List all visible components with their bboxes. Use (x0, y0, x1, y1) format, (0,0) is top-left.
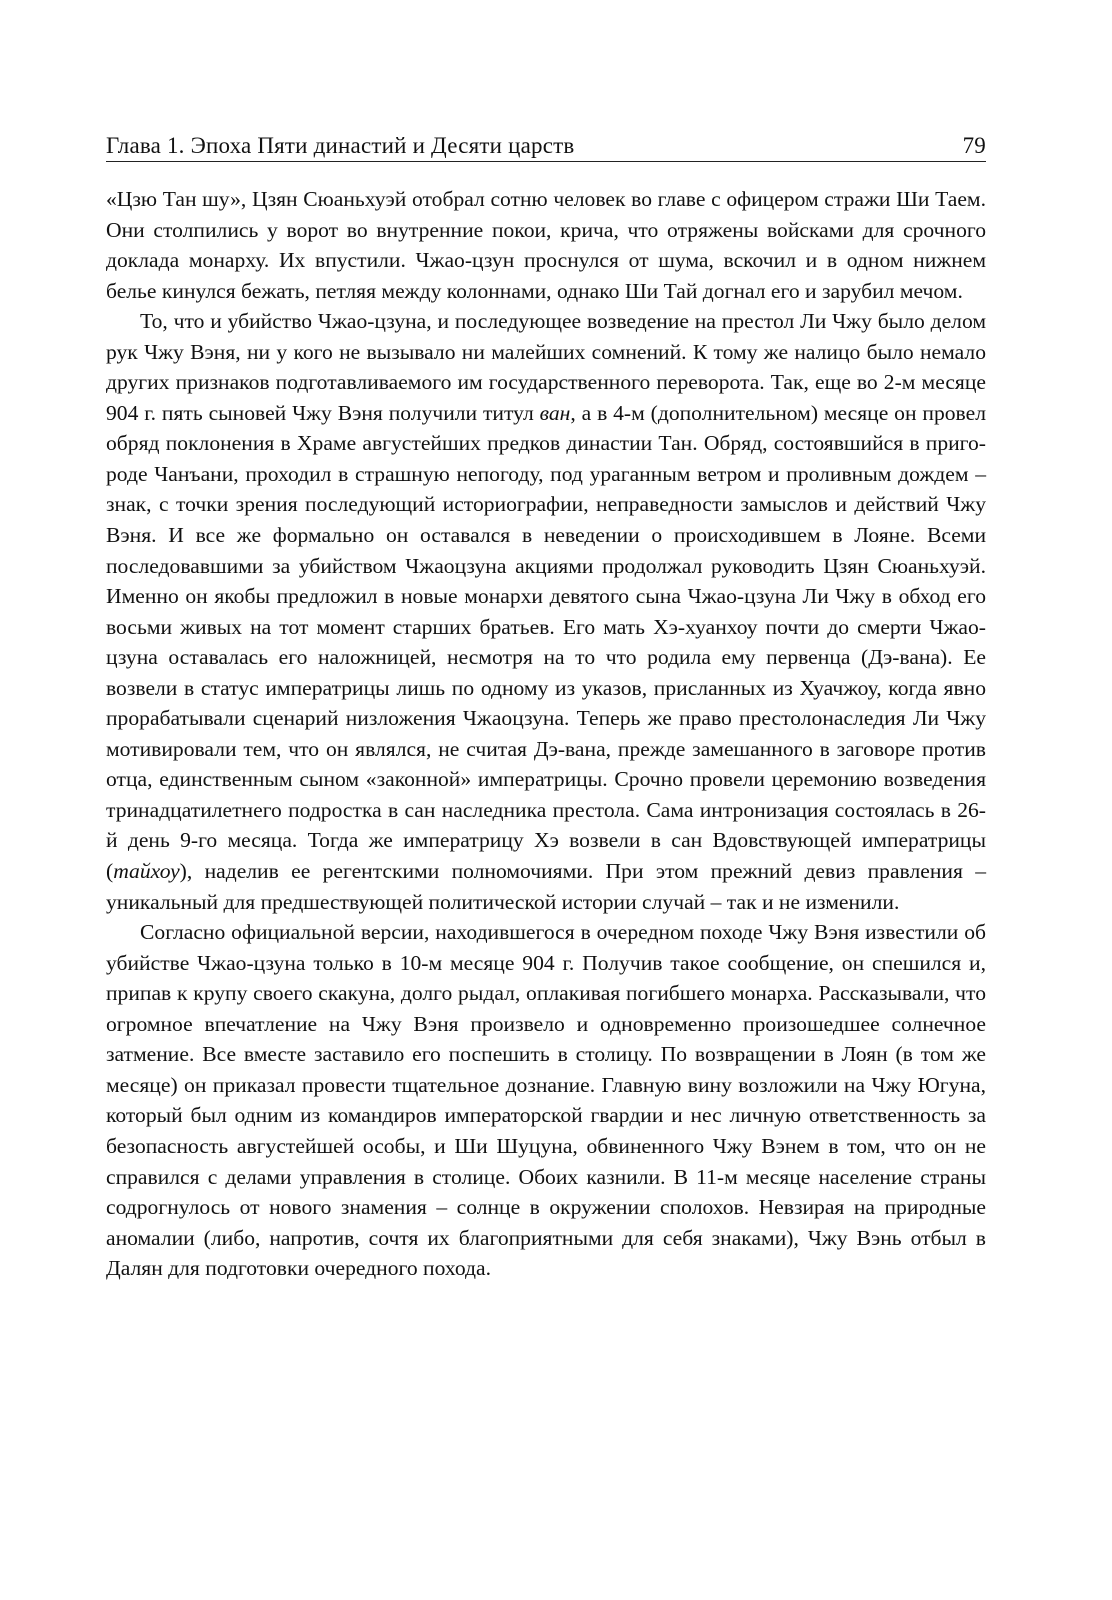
text-run: , а в 4-м (дополнительном) месяце он провел обряд поклонения в Храме августейших предков династии Тан. Обряд, состоявшийся в пригороде Чанъани, проходил в страшную непогоду, под ураганным ветром и проливным дождем – знак, с точки зрения последующий историографии, неправедности замыслов и действий Чжу Вэня. И все же формально он оставался в неведении о происходившем в Лояне. Всеми последовавшими за убийством Чжаоцзуна акциями продолжал руководить Цзян Сюаньхуэй. Именно он якобы предложил в новые монархи девятого сына Чжао-цзуна Ли Чжу в обход его восьми живых на тот момент старших братьев. Его мать Хэ-хуанхоу почти до смерти Чжао-цзуна оставалась его наложницей, несмотря на то что родила ему первенца (Дэ-вана). Ее возвели в статус императрицы лишь по одному из указов, присланных из Хуачжоу, когда явно прорабатывали сценарий низложения Чжаоцзуна. Теперь же право престолонаследия Ли Чжу мотивировали тем, что он являлся, не считая Дэ-вана, прежде замешанного в заговоре против отца, единственным сыном «законной» императрицы. Срочно провели церемонию возведения тринадцатилетнего подростка в сан наследника престола. Сама интронизация состоялась в 26-й день 9-го месяца. Тогда же императрицу Хэ возвели в сан Вдовствующей императрицы ( (106, 400, 986, 884)
running-header (106, 122, 986, 162)
text-run: ), наделив ее регентскими полномочиями. При этом прежний девиз правления – уникальный для предшествующей политической истории случай – так и не изменили. (106, 859, 986, 914)
book-page (106, 0, 986, 1600)
paragraph (106, 917, 986, 1284)
text-run: То, что и убийство Чжао-цзуна, и последующее возведение на престол Ли Чжу было делом рук Чжу Вэня, ни у кого не вызывало ни малейших сомнений. К тому же налицо было немало других признаков подготавливаемого им государственного переворота. Так, еще во 2-м месяце 904 г. пять сыновей Чжу Вэня получили титул (106, 309, 986, 425)
chapter-title: Глава 1. Эпоха Пяти династий и Десяти царств (106, 133, 575, 158)
italic-term: тайхоу (113, 859, 180, 884)
page-number: 79 (962, 133, 986, 158)
paragraph (106, 306, 986, 917)
paragraph (106, 184, 986, 306)
text-run: Согласно официальной версии, находившегося в очередном походе Чжу Вэня известили об убийстве Чжао-цзуна только в 10-м месяце 904 г. Получив такое сообщение, он спешился и, припав к крупу своего скакуна, долго рыдал, оплакивая погибшего монарха. Рассказывали, что огромное впечатление на Чжу Вэня произвело и одновременно произошедшее солнечное затмение. Все вместе заставило его поспешить в столицу. По возвращении в Лоян (в том же месяце) он приказал провести тщательное дознание. Главную вину возложили на Чжу Югуна, который был одним из командиров императорской гвардии и нес личную ответственность за безопасность августейшей особы, и Ши Шуцуна, обвиненного Чжу Вэнем в том, что он не справился с делами управления в столице. Обоих казнили. В 11-м месяце население страны содрогнулось от нового знамения – солнце в окружении сполохов. Невзирая на природные аномалии (либо, напротив, сочтя их благоприятными для себя знаками), Чжу Вэнь отбыл в Далян для подготовки очередного похода. (106, 920, 986, 1281)
italic-term: ван (539, 400, 571, 425)
text-run: «Цзю Тан шу», Цзян Сюаньхуэй отобрал сотню человек во главе с офицером стражи Ши Таем. Они столпились у ворот во внутренние покои, крича, что отряжены войсками для срочного доклада монарху. Их впустили. Чжао-цзун проснулся от шума, вскочил и в одном нижнем белье кинулся бежать, петляя между колоннами, однако Ши Тай догнал его и зарубил мечом. (106, 187, 986, 303)
body-text (106, 184, 986, 1284)
